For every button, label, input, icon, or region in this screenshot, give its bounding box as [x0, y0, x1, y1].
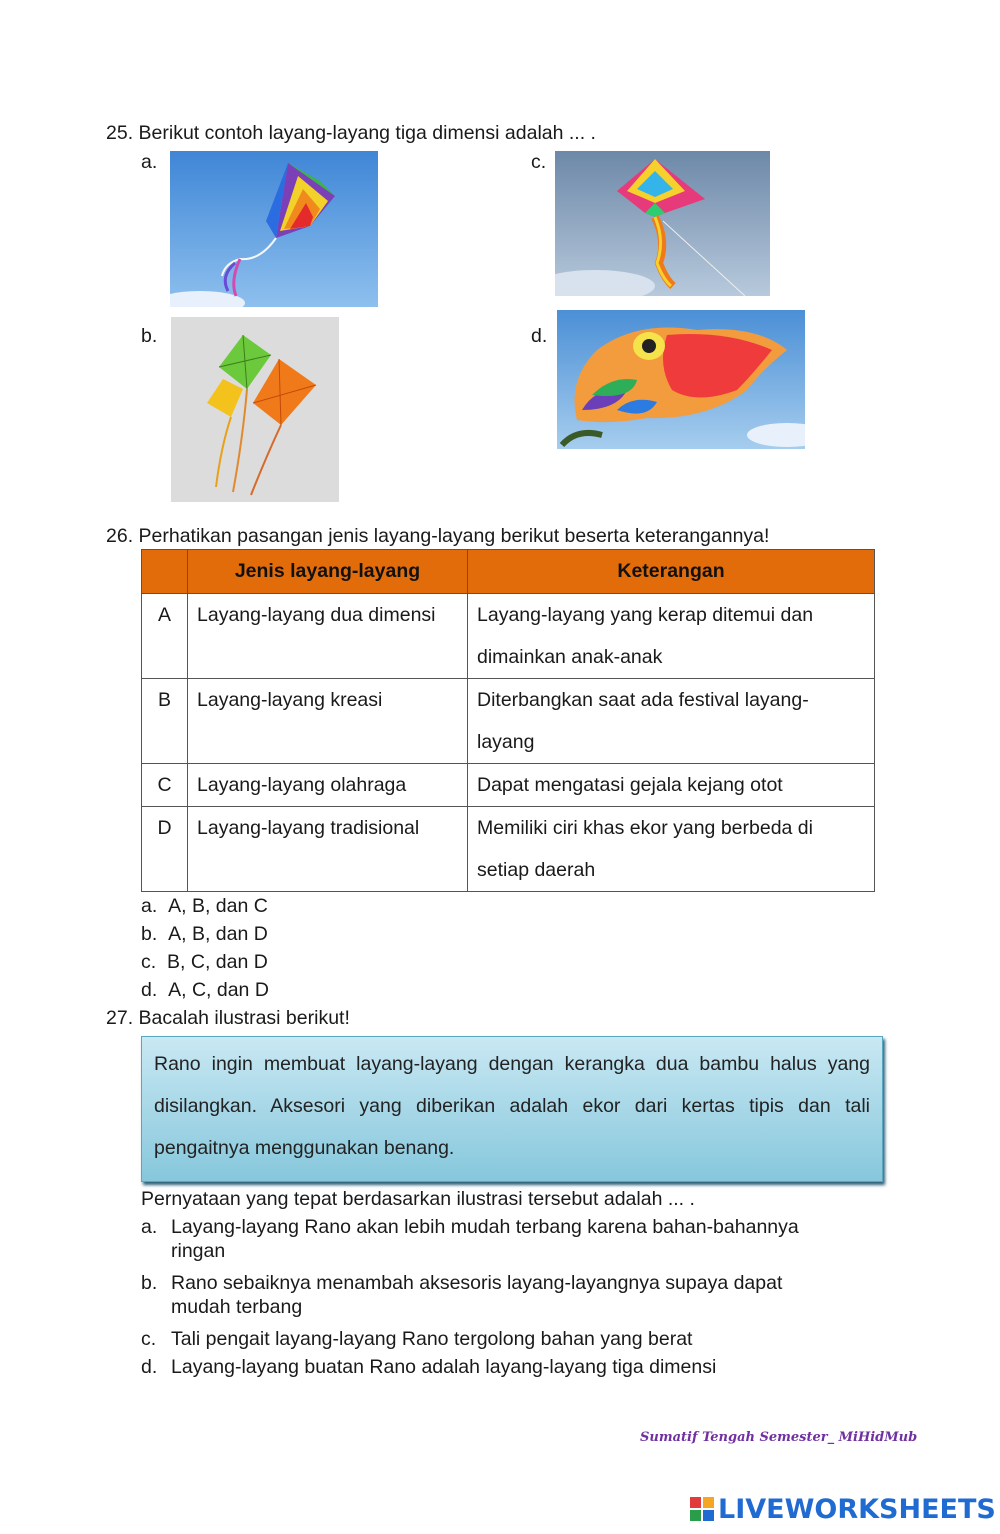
row-letter: D [142, 807, 188, 892]
option-letter: d. [141, 979, 158, 1001]
footer-signature: Sumatif Tengah Semester_ MiHidMub [640, 1430, 918, 1445]
option-letter: a. [141, 1216, 158, 1238]
q27-option-b[interactable] [141, 1271, 861, 1319]
q25-option-c-label[interactable]: c. [531, 151, 547, 173]
kite-image-d[interactable] [557, 310, 805, 449]
table-header-type: Jenis layang-layang [188, 550, 468, 594]
row-description: Dapat mengatasi gejala kejang otot [468, 764, 875, 807]
kite-image-b[interactable] [171, 317, 339, 502]
row-type: Layang-layang tradisional [188, 807, 468, 892]
q25-option-b-label[interactable]: b. [141, 325, 158, 347]
option-letter: a. [141, 895, 158, 917]
option-text: A, B, dan C [168, 895, 268, 917]
q26-option-b[interactable] [141, 922, 268, 946]
option-letter: b. [141, 923, 158, 945]
liveworksheets-brand[interactable] [690, 1492, 996, 1526]
option-letter: c. [141, 951, 157, 973]
row-description: Memiliki ciri khas ekor yang berbeda di setiap daerah [468, 807, 875, 892]
option-text: A, B, dan D [168, 923, 268, 945]
q27-option-c[interactable] [141, 1327, 861, 1351]
table-row [142, 679, 875, 764]
q26-option-c[interactable] [141, 950, 268, 974]
question-25-text: 25. Berikut contoh layang-layang tiga dimensi adalah ... . [106, 122, 596, 144]
q26-option-a[interactable] [141, 894, 268, 918]
question-26-text: 26. Perhatikan pasangan jenis layang-layang berikut beserta keterangannya! [106, 525, 770, 547]
liveworksheets-logo-icon [690, 1497, 714, 1521]
row-type: Layang-layang olahraga [188, 764, 468, 807]
table-row [142, 764, 875, 807]
illustration-box: Rano ingin membuat layang-layang dengan kerangka dua bambu halus yang disilangkan. Aksesori yang diberikan adalah ekor dari kertas tipis dan tali pengaitnya menggunakan benang. [141, 1036, 883, 1182]
option-letter: d. [141, 1356, 158, 1378]
brand-name: LIVEWORKSHEETS [718, 1493, 996, 1525]
q27-option-d[interactable] [141, 1355, 861, 1379]
table-row [142, 807, 875, 892]
option-text: B, C, dan D [167, 951, 268, 973]
table-header-row [142, 550, 875, 594]
option-text: Tali pengait layang-layang Rano tergolong bahan yang berat [171, 1328, 693, 1350]
option-text: Rano sebaiknya menambah aksesoris layang-layangnya supaya dapat mudah terbang [171, 1272, 783, 1318]
kite-image-a[interactable] [170, 151, 378, 307]
row-description: Diterbangkan saat ada festival layang-layang [468, 679, 875, 764]
option-text: Layang-layang Rano akan lebih mudah terbang karena bahan-bahannya ringan [171, 1216, 799, 1262]
option-text: A, C, dan D [168, 979, 269, 1001]
row-description: Layang-layang yang kerap ditemui dan dimainkan anak-anak [468, 594, 875, 679]
q26-option-d[interactable] [141, 978, 269, 1002]
question-27-prompt: Pernyataan yang tepat berdasarkan ilustrasi tersebut adalah ... . [141, 1188, 695, 1210]
question-27-text: 27. Bacalah ilustrasi berikut! [106, 1007, 350, 1029]
row-letter: A [142, 594, 188, 679]
kite-types-table [141, 549, 875, 892]
kite-image-c[interactable] [555, 151, 770, 296]
row-letter: B [142, 679, 188, 764]
option-text: Layang-layang buatan Rano adalah layang-layang tiga dimensi [171, 1356, 717, 1378]
table-row [142, 594, 875, 679]
q27-option-a[interactable] [141, 1215, 861, 1263]
table-header-letter [142, 550, 188, 594]
option-letter: b. [141, 1272, 158, 1294]
q25-option-d-label[interactable]: d. [531, 325, 548, 347]
row-type: Layang-layang dua dimensi [188, 594, 468, 679]
table-header-description: Keterangan [468, 550, 875, 594]
option-letter: c. [141, 1328, 157, 1350]
row-type: Layang-layang kreasi [188, 679, 468, 764]
q25-option-a-label[interactable]: a. [141, 151, 158, 173]
row-letter: C [142, 764, 188, 807]
